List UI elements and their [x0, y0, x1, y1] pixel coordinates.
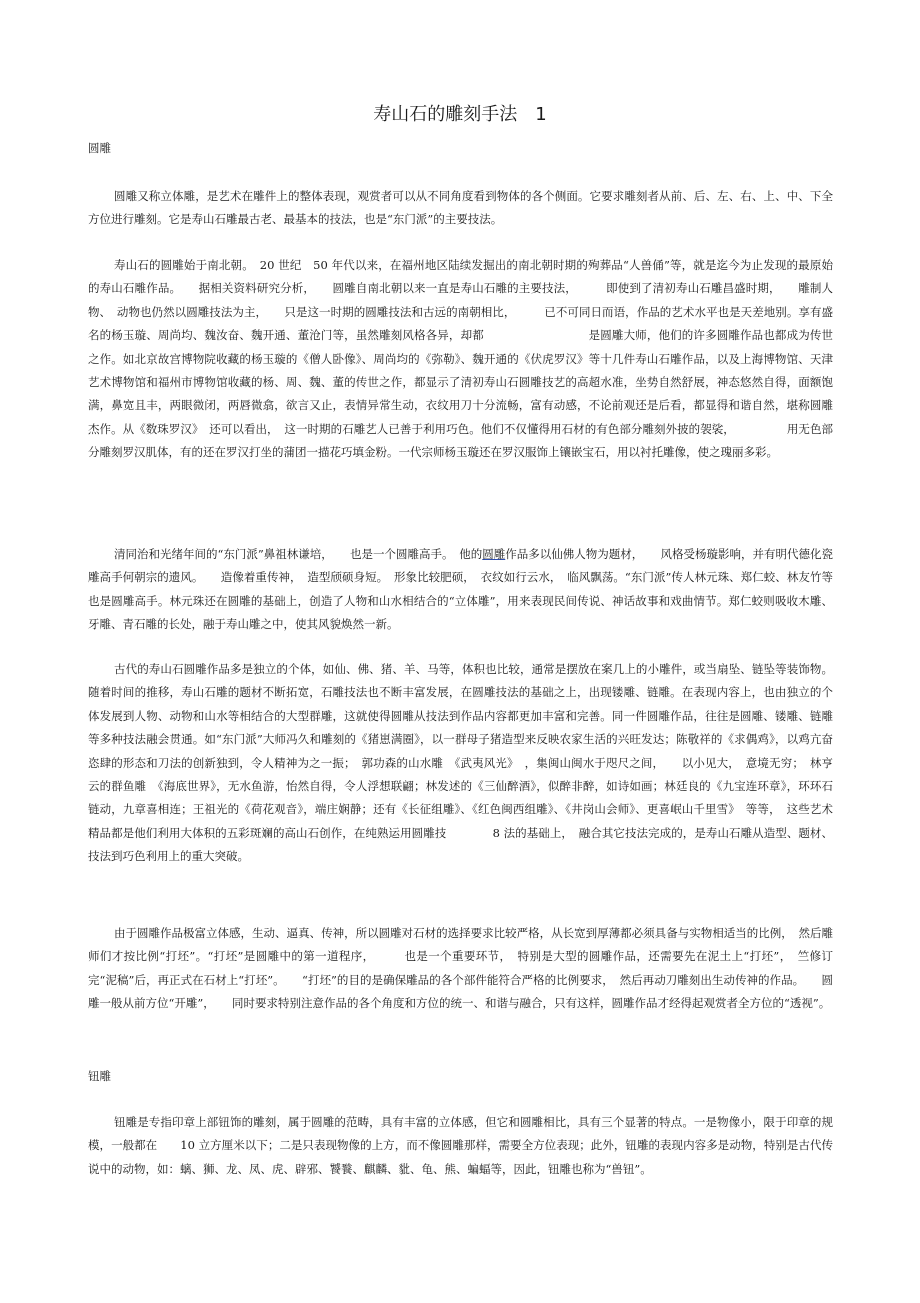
section-heading-yuandiao: 圆雕: [88, 141, 111, 155]
yuandiao-link[interactable]: 圆雕: [482, 547, 506, 561]
section-heading-niudiao: 钮雕: [88, 1069, 111, 1083]
paragraph-5: 由于圆雕作品极富立体感，生动、逼真、传神，所以圆雕对石材的选择要求比较严格，从长宽到厚薄都必须具备与实物相适当的比例， 然后雕师们才按比例“打坯”。“打坯”是圆雕中的第一道程序， 也是一个重要环节， 特别是大型的圆雕作品，还需要先在泥土上“打坯”， 竺修订完“泥稿”后，再正式在石材上“打坯”。 “打坯”的目的是确保雕品的各个部件能符合严格的比例要求， 然后再动刀雕刻出生动传神的作品。 圆雕一般从前方位“开雕”， 同时要求特别注意作品的各个角度和方位的统一、和谐与融合，只有这样，圆雕作品才经得起观赏者全方位的“透视”。: [88, 926, 833, 1011]
paragraph-6: 钮雕是专指印章上部钮饰的雕刻，属于圆雕的范畴，具有丰富的立体感，但它和圆雕相比，具有三个显著的特点。一是物像小，限于印章的规模，一般都在 10 立方厘米以下；二是只表现物像的上方，而不像圆雕那样，需要全方位表现；此外，钮雕的表现内容多是动物，特别是古代传说中的动物，如：螭、狮、龙、凤、虎、辟邪、饕餮、麒麟、豼、龟、熊、蝙蝠等，因此，钮雕也称为“兽钮”。: [88, 1115, 833, 1176]
paragraph-4: 古代的寿山石圆雕作品多是独立的个体，如仙、佛、猪、羊、马等，体积也比较，通常是摆放在案几上的小雕件，或当扇坠、链坠等装饰物。随着时间的推移，寿山石雕的题材不断拓宽，石雕技法也不断丰富发展，在圆雕技法的基础之上，出现镂雕、链雕。在表现内容上，也由独立的个体发展到人物、动物和山水等相结合的大型群雕，这就使得圆雕从技法到作品内容都更加丰富和完善。同一件圆雕作品，往往是圆雕、镂雕、链雕等多种技法融会贯通。如“东门派”大师冯久和雕刻的《猪崽满圈》，以一群母子猪造型来反映农家生活的兴旺发达；陈敬祥的《求偶鸡》，以鸡亢奋恣肆的形态和刀法的创新独到，令人精神为之一振； 郭功森的山水雕 《武夷风光》 ，集闽山闽水于咫尺之间， 以小见大， 意境无穷； 林亨云的群鱼雕 《海底世界》，无水鱼游，怡然自得，令人浮想联翩；林发述的《三仙醉酒》，似醉非醉，如诗如画；林廷良的《九宝连环章》，环环石链动，九章喜相连；王祖光的《荷花观音》，端庄娴静；还有《长征组雕》、《红色闽西组雕》、《井岗山会师》、更喜岷山千里雪》 等等， 这些艺术精品都是他们利用大体积的五彩斑斓的高山石创作，在纯熟运用圆雕技 8 法的基础上， 融合其它技法完成的，是寿山石雕从造型、题材、技法到巧色利用上的重大突破。: [88, 662, 833, 864]
paragraph-2: 寿山石的圆雕始于南北朝。 20 世纪 50 年代以来，在福州地区陆续发掘出的南北朝时期的殉葬品“人兽俑”等，就是迄今为止发现的最原始的寿山石雕作品。 据相关资料研究分析， 圆雕自南北朝以来一直是寿山石雕的主要技法， 即使到了清初寿山石雕昌盛时期， 雕制人物、 动物也仍然以圆雕技法为主， 只是这一时期的圆雕技法和古远的南朝相比， 已不可同日而语，作品的艺术水平也是天差地别。享有盛名的杨玉璇、周尚均、魏汝奋、魏开通、董沧门等，虽然雕刻风格各异，却都 是圆雕大师，他们的许多圆雕作品也都成为传世之作。如北京故宫博物院收藏的杨玉璇的《僧人卧像》、周尚均的《弥勒》、魏开通的《伏虎罗汉》等十几件寿山石雕作品，以及上海博物馆、天津艺术博物馆和福州市博物馆收藏的杨、周、魏、董的传世之作，都显示了清初寿山石圆雕技艺的高超水准，坐势自然舒展，神态悠然自得，面额饱满，鼻宽且丰，两眼微闭，两唇微翕，欲言又止，表情异常生动，衣纹用刀十分流畅，富有动感，不论前观还是后看，都显得和谐自然，堪称圆雕杰作。从《数珠罗汉》 还可以看出， 这一时期的石雕艺人已善于利用巧色。他们不仅懂得用石材的有色部分雕刻外披的袈裟， 用无色部分雕刻罗汉肌体，有的还在罗汉打坐的蒲团一描花巧填金粉。一代宗师杨玉璇还在罗汉服饰上镶嵌宝石，用以衬托雕像，使之瑰丽多彩。: [88, 258, 833, 460]
paragraph-3: [88, 543, 833, 637]
document-title: 寿山石的雕刻手法 1: [373, 104, 547, 125]
paragraph-3-start: 清同治和光绪年间的“东门派”鼻祖林谦培， 也是一个圆雕高手。 他的: [114, 547, 483, 561]
paragraph-1: 圆雕又称立体雕，是艺术在雕件上的整体表现，观赏者可以从不同角度看到物体的各个侧面。它要求雕刻者从前、后、左、右、上、中、下全方位进行雕刻。它是寿山石雕最古老、最基本的技法，也是“东门派”的主要技法。: [88, 189, 833, 227]
paragraph-3-rest: 作品多以仙佛人物为题材， 风格受杨璇影响，并有明代德化瓷雕高手何朝宗的遗风。 造像着重传神， 造型颀硕身短。 形象比较肥硕， 衣纹如行云水， 临风飘荡。“东门派”传人林元珠、郑仁蛟、林友竹等也是圆雕高手。林元珠还在圆雕的基础上，创造了人物和山水相结合的“立体雕”，用来表现民间传说、神话故事和戏曲情节。郑仁蛟则吸收木雕、牙雕、青石雕的长处，融于寿山雕之中，使其风貌焕然一新。: [88, 547, 834, 632]
